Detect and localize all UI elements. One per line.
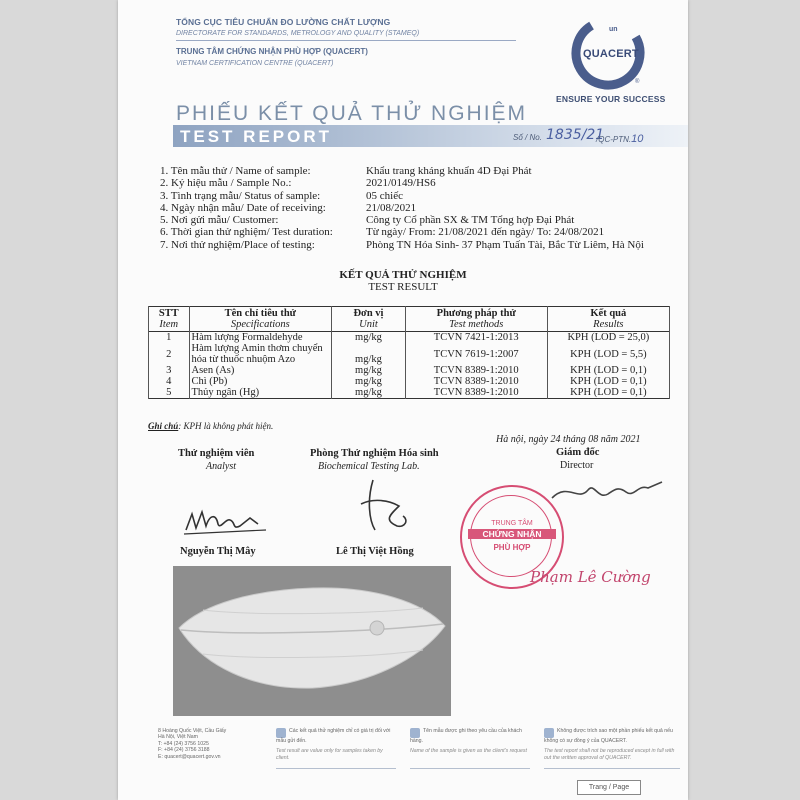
director-name: Phạm Lê Cường: [530, 568, 651, 586]
footer-divider: [276, 768, 396, 769]
report-number: 1835/21: [546, 127, 605, 143]
cell-result: KPH (LOD = 0,1): [547, 387, 669, 399]
mask-photo: [173, 566, 451, 716]
info-label: 7. Nơi thử nghiệm/Place of testing:: [160, 238, 315, 251]
analyst-name: Nguyễn Thị Mây: [180, 546, 256, 557]
footer-note-1-vn: Các kết quả thử nghiệm chỉ có giá trị đối với mẫu gửi đến.: [276, 728, 391, 744]
footer-divider: [544, 768, 680, 769]
director-signature: [548, 472, 668, 512]
col-header-en: Unit: [359, 319, 378, 330]
info-label: 1. Tên mẫu thử / Name of sample:: [160, 165, 311, 177]
info-row: [160, 226, 680, 238]
cell-item: 1: [149, 332, 190, 344]
footer-note-3-en: The test report shall not be reproduced except in full with out the written approval of QUACERT.: [544, 748, 675, 761]
info-label: 4. Ngày nhận mẫu/ Date of receiving:: [160, 201, 326, 214]
info-value: 21/08/2021: [366, 201, 417, 214]
stamp-text-mid: CHỨNG NHẬN: [468, 529, 556, 539]
title-vn: PHIẾU KẾT QUẢ THỬ NGHIỆM: [176, 102, 528, 125]
footer-note-2-vn: Tên mẫu được ghi theo yêu cầu của khách hàng.: [410, 728, 522, 744]
cell-result: KPH (LOD = 25,0): [547, 332, 669, 344]
lab-title-vn: Phòng Thử nghiệm Hóa sinh: [310, 448, 439, 459]
footer-note-3: [544, 728, 680, 761]
svg-text:un: un: [609, 26, 618, 33]
org-name-vn: TỔNG CỤC TIÊU CHUẨN ĐO LƯỜNG CHẤT LƯỢNG: [176, 17, 391, 27]
page-number-box: Trang / Page: [577, 780, 641, 795]
col-header-vn: STT: [158, 308, 179, 319]
info-badge-icon: [544, 728, 554, 738]
info-value: Khẩu trang kháng khuẩn 4D Đại Phát: [366, 165, 532, 177]
title-en: TEST REPORT: [180, 127, 333, 146]
cell-spec: Hàm lượng Amin thơm chuyển hóa từ thuốc nhuộm Azo: [189, 343, 332, 365]
info-badge-icon: [276, 728, 286, 738]
footer: [158, 728, 683, 774]
cell-spec: Hàm lượng Formaldehyde: [189, 332, 332, 344]
table-row: [149, 365, 670, 376]
note-label: Ghi chú: [148, 421, 179, 431]
cell-unit: mg/kg: [332, 376, 406, 387]
sample-info: [160, 165, 680, 251]
note-text: : KPH là không phát hiện.: [178, 421, 274, 431]
footer-divider: [410, 768, 530, 769]
cell-method: TCVN 7619-1:2007: [405, 343, 547, 365]
svg-text:®: ®: [635, 79, 640, 85]
result-title-vn: KẾT QUẢ THỬ NGHIỆM: [339, 269, 467, 281]
lab-signature: [353, 470, 423, 540]
cell-unit: mg/kg: [332, 365, 406, 376]
results-table: [148, 306, 670, 399]
col-header-unit: [332, 307, 406, 332]
cell-spec: Asen (As): [189, 365, 332, 376]
col-header-en: Results: [593, 319, 624, 330]
cell-method: TCVN 7421-1:2013: [405, 332, 547, 344]
info-label: 6. Thời gian thử nghiệm/ Test duration:: [160, 226, 333, 239]
test-report-page: [118, 0, 688, 800]
report-number-label: Số / No.: [513, 133, 542, 142]
info-label: 2. Ký hiệu mẫu / Sample No.:: [160, 177, 292, 190]
info-row: [160, 239, 680, 251]
table-row: [149, 387, 670, 399]
footer-address-2: Hà Nội, Việt Nam: [158, 734, 198, 741]
footer-address: [158, 728, 258, 760]
cell-item: 5: [149, 387, 190, 399]
table-header-row: [149, 307, 670, 332]
cell-item: 4: [149, 376, 190, 387]
footer-note-2: [410, 728, 530, 755]
cell-method: TCVN 8389-1:2010: [405, 365, 547, 376]
footer-note-2-en: Name of the sample is given as the client's request: [410, 748, 527, 755]
col-header-en: Item: [159, 319, 179, 330]
quacert-logo: [563, 15, 653, 95]
footer-email: E: quacert@quacert.gov.vn: [158, 753, 221, 760]
cell-unit: mg/kg: [332, 387, 406, 399]
report-number-suffix: [596, 133, 643, 145]
cell-result: KPH (LOD = 0,1): [547, 376, 669, 387]
table-row: [149, 343, 670, 365]
cell-result: KPH (LOD = 5,5): [547, 343, 669, 365]
center-name-vn: TRUNG TÂM CHỨNG NHẬN PHÙ HỢP (QUACERT): [176, 47, 368, 56]
lab-head-name: Lê Thị Việt Hồng: [336, 546, 414, 557]
col-header-method: [405, 307, 547, 332]
info-row: [160, 190, 680, 202]
col-header-en: Specifications: [230, 319, 290, 330]
col-header-result: [547, 307, 669, 332]
info-value: 05 chiếc: [366, 189, 403, 202]
info-badge-icon: [410, 728, 420, 738]
col-header-vn: Phương pháp thử: [436, 308, 516, 319]
info-value: Công ty Cổ phần SX & TM Tổng hợp Đại Phát: [366, 214, 575, 227]
cell-item: 3: [149, 365, 190, 376]
stamp-text-top: TRUNG TÂM: [491, 520, 533, 527]
analyst-title-vn: Thử nghiệm viên: [178, 448, 255, 459]
footer-fax: F: +84 (24) 3756 3188: [158, 747, 210, 754]
info-row: [160, 214, 680, 226]
date-line: Hà nội, ngày 24 tháng 08 năm 2021: [496, 434, 641, 445]
header-divider: [176, 40, 516, 41]
info-value: 2021/0149/HS6: [366, 177, 436, 190]
col-header-item: [149, 307, 190, 332]
info-row: [160, 165, 680, 177]
cell-unit: mg/kg: [332, 343, 406, 365]
report-number-tail: 10: [631, 133, 644, 145]
cell-method: TCVN 8389-1:2010: [405, 376, 547, 387]
logo-text: QUACERT: [583, 48, 639, 60]
director-title-en: Director: [560, 460, 594, 471]
cell-unit: mg/kg: [332, 332, 406, 344]
footer-note-1: [276, 728, 396, 761]
cell-spec: Thủy ngân (Hg): [189, 387, 332, 399]
footer-note-1-en: Test result are value only for samples taken by client.: [276, 748, 383, 761]
footer-tel: T: +84 (24) 3756 1025: [158, 740, 209, 747]
director-title-vn: Giám đốc: [556, 447, 600, 458]
mask-image: [173, 566, 451, 716]
cell-item: 2: [149, 343, 190, 365]
cell-method: TCVN 8389-1:2010: [405, 387, 547, 399]
info-value: Từ ngày/ From: 21/08/2021 đến ngày/ To: 24/08/2021: [366, 226, 605, 239]
info-value: Phòng TN Hóa Sinh- 37 Phạm Tuấn Tài, Bắc Từ Liêm, Hà Nội: [366, 238, 644, 251]
col-header-vn: Đơn vị: [353, 308, 384, 319]
report-number-suffix-text: /QC-PTN.: [596, 135, 632, 144]
info-label: 3. Tình trạng mẫu/ Status of sample:: [160, 189, 321, 202]
col-header-vn: Kết quả: [590, 308, 627, 319]
center-name-en: VIETNAM CERTIFICATION CENTRE (QUACERT): [176, 60, 334, 67]
col-header-vn: Tên chỉ tiêu thử: [224, 308, 296, 319]
slogan: ENSURE YOUR SUCCESS: [556, 94, 666, 104]
stamp-text-bot: PHÙ HỢP: [493, 543, 531, 552]
footer-note-3-vn: Không được trích sao một phần phiếu kết quả nếu không có sự đồng ý của QUACERT.: [544, 728, 673, 744]
result-title-en: TEST RESULT: [368, 281, 438, 293]
table-row: [149, 376, 670, 387]
org-name-en: DIRECTORATE FOR STANDARDS, METROLOGY AND QUALITY (STAMEQ): [176, 30, 420, 37]
cell-result: KPH (LOD = 0,1): [547, 365, 669, 376]
table-row: [149, 332, 670, 344]
analyst-signature: [178, 500, 278, 540]
info-row: [160, 202, 680, 214]
info-label: 5. Nơi gửi mẫu/ Customer:: [160, 214, 279, 227]
info-row: [160, 177, 680, 189]
col-header-spec: [189, 307, 332, 332]
lab-title-en: Biochemical Testing Lab.: [318, 461, 420, 472]
footer-address-1: 8 Hoàng Quốc Việt, Cầu Giấy: [158, 728, 227, 734]
note: [148, 421, 273, 431]
analyst-title-en: Analyst: [206, 461, 236, 472]
cell-spec: Chì (Pb): [189, 376, 332, 387]
col-header-en: Test methods: [449, 319, 504, 330]
